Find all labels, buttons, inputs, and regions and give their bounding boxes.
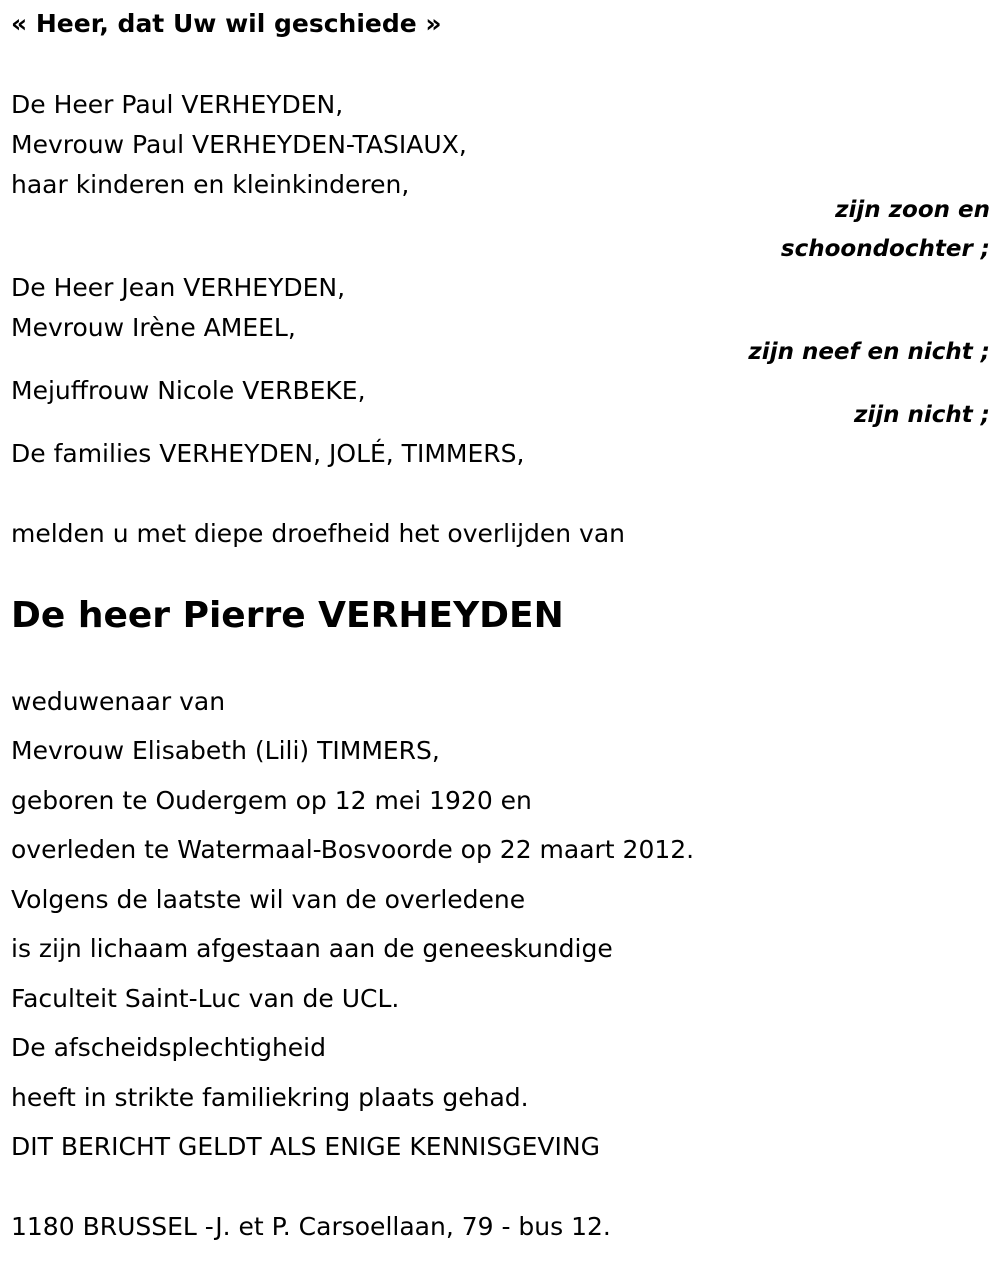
- family-line-paul: De Heer Paul VERHEYDEN,: [11, 90, 344, 119]
- family-line-nicole: Mejuffrouw Nicole VERBEKE,: [11, 376, 366, 405]
- detail-line: heeft in strikte familiekring plaats gehad.: [11, 1083, 529, 1112]
- relation-neef-nicht: zijn neef en nicht ;: [748, 339, 990, 365]
- detail-line: Mevrouw Elisabeth (Lili) TIMMERS,: [11, 736, 440, 765]
- detail-line: overleden te Watermaal-Bosvoorde op 22 maart 2012.: [11, 835, 695, 864]
- motto: « Heer, dat Uw wil geschiede »: [11, 9, 442, 38]
- family-line-irene: Mevrouw Irène AMEEL,: [11, 313, 296, 342]
- announcement-text: melden u met diepe droefheid het overlijden van: [11, 519, 626, 548]
- family-line-kinderen: haar kinderen en kleinkinderen,: [11, 170, 410, 199]
- detail-line: Volgens de laatste wil van de overledene: [11, 885, 526, 914]
- family-line-families: De families VERHEYDEN, JOLÉ, TIMMERS,: [11, 439, 525, 468]
- deceased-name: De heer Pierre VERHEYDEN: [11, 595, 564, 636]
- family-line-jean: De Heer Jean VERHEYDEN,: [11, 273, 346, 302]
- relation-zoon-line2: schoondochter ;: [780, 236, 990, 262]
- detail-line: weduwenaar van: [11, 687, 226, 716]
- address: 1180 BRUSSEL -J. et P. Carsoellaan, 79 - bus 12.: [11, 1212, 611, 1241]
- notice-statement: DIT BERICHT GELDT ALS ENIGE KENNISGEVING: [11, 1132, 600, 1161]
- relation-nicht: zijn nicht ;: [853, 402, 990, 428]
- detail-line: is zijn lichaam afgestaan aan de geneeskundige: [11, 934, 613, 963]
- detail-line: De afscheidsplechtigheid: [11, 1033, 326, 1062]
- detail-line: geboren te Oudergem op 12 mei 1920 en: [11, 786, 532, 815]
- detail-line: Faculteit Saint-Luc van de UCL.: [11, 984, 400, 1013]
- relation-zoon-line1: zijn zoon en: [835, 197, 990, 223]
- family-line-mevrouw-paul: Mevrouw Paul VERHEYDEN-TASIAUX,: [11, 130, 467, 159]
